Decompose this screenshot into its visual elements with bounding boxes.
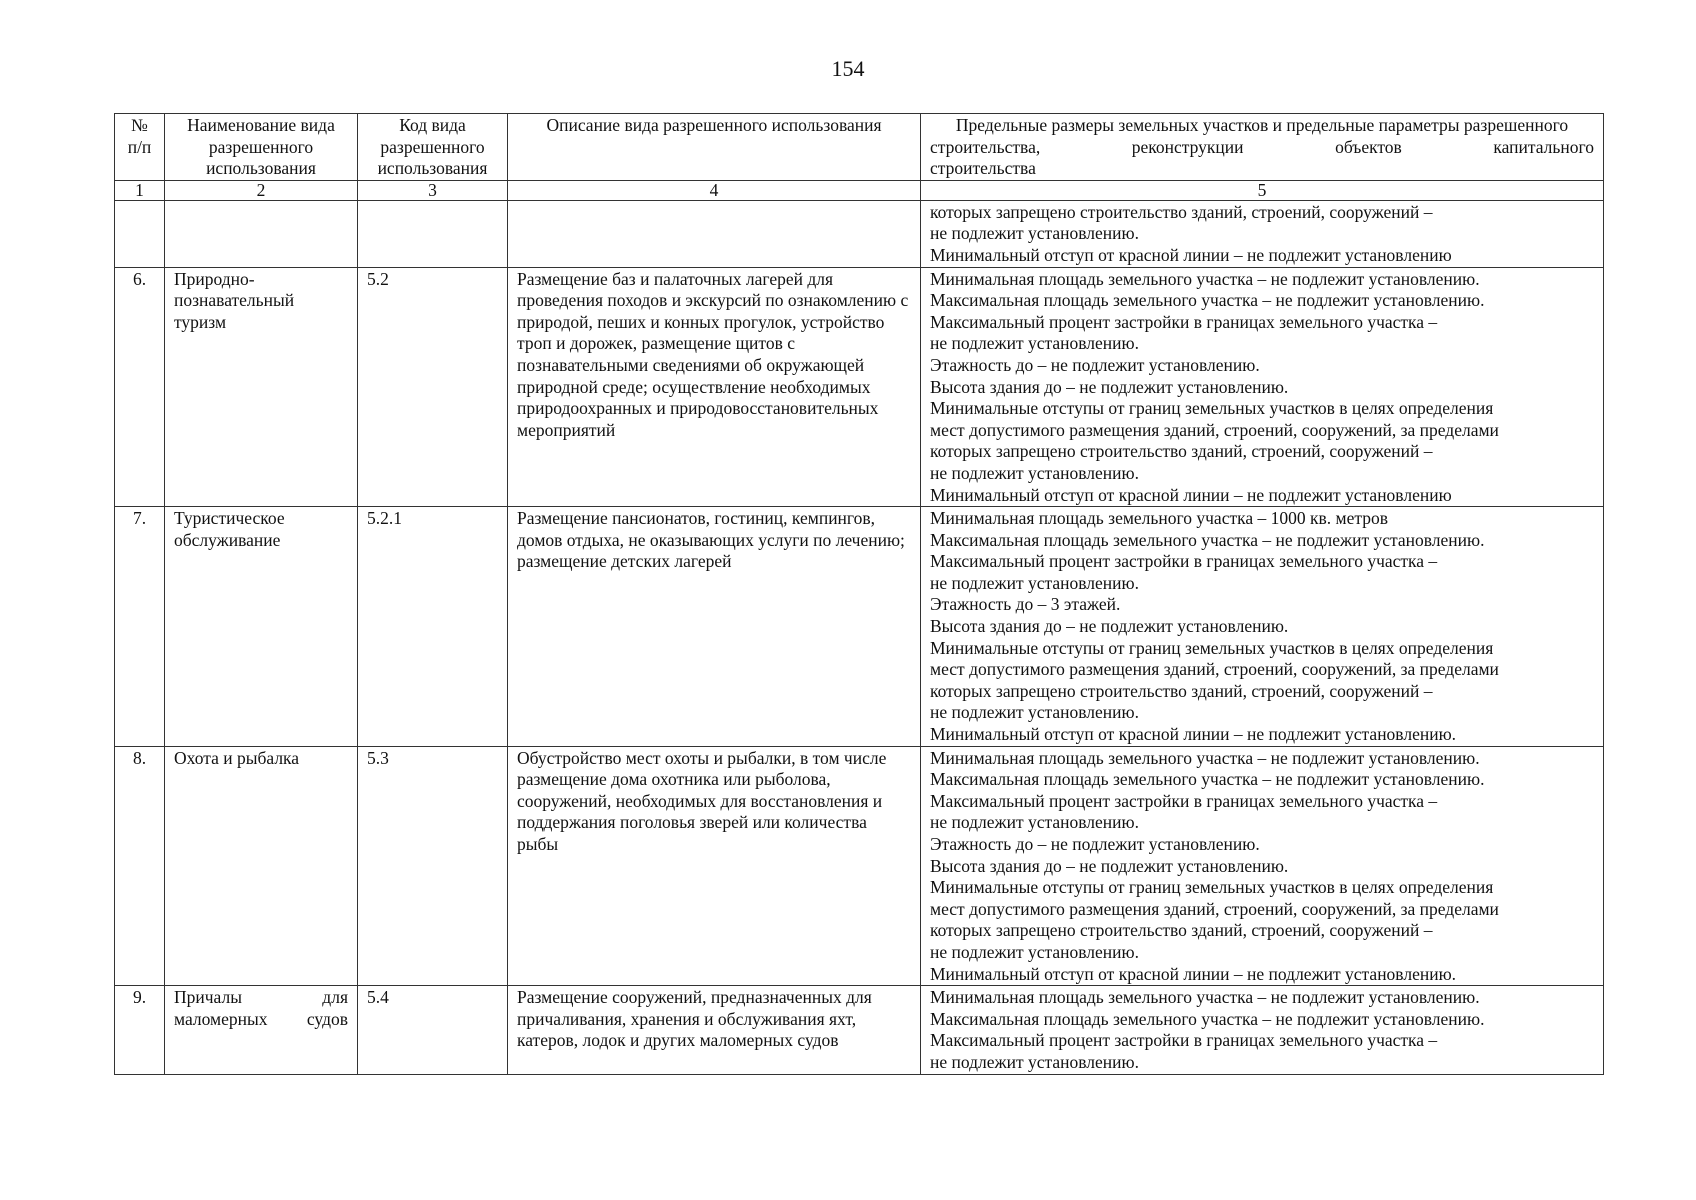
param-line: Максимальный процент застройки в границах земельного участка – (930, 1030, 1438, 1051)
column-number: 5 (921, 180, 1604, 200)
param-line: которых запрещено строительство зданий, строений, сооружений – (930, 920, 1433, 941)
params-cell (921, 200, 1604, 267)
name-cell: Причалы для маломерных судов (165, 986, 358, 1074)
param-line: Максимальный процент застройки в границах земельного участка – (930, 790, 1438, 811)
param-line: которых запрещено строительство зданий, строений, сооружений – (930, 441, 1433, 462)
code-cell: 5.2.1 (358, 507, 508, 747)
header-params (921, 114, 1604, 181)
param-line: не подлежит установлению. (930, 1051, 1139, 1072)
param-line: Минимальный отступ от красной линии – не подлежит установлению (930, 484, 1452, 505)
param-line: не подлежит установлению. (930, 333, 1139, 354)
table-row (115, 507, 1604, 747)
table-row (115, 986, 1604, 1074)
params-cell (921, 746, 1604, 986)
page-number: 154 (831, 56, 865, 81)
param-line: Высота здания до – не подлежит установлению. (930, 855, 1289, 876)
param-line: Этажность до – 3 этажей. (930, 594, 1121, 615)
num-cell: 9. (115, 986, 165, 1074)
description-cell: Обустройство мест охоты и рыбалки, в том числе размещение дома охотника или рыболова, сооружений, необходимых для восстановления и поддержания поголовья зверей или количества рыбы (508, 746, 921, 986)
params-cell (921, 507, 1604, 747)
param-line: Минимальная площадь земельного участка – 1000 кв. метров (930, 508, 1388, 529)
param-line: Максимальный процент застройки в границах земельного участка – (930, 551, 1438, 572)
header-params-line2: разрешенного строительства, реконструкции объектов капитального (930, 115, 1594, 157)
code-cell (358, 200, 508, 267)
param-line: Максимальная площадь земельного участка – не подлежит установлению. (930, 529, 1485, 550)
param-line: не подлежит установлению. (930, 941, 1139, 962)
num-cell: 6. (115, 267, 165, 507)
param-line: Минимальный отступ от красной линии – не подлежит установлению. (930, 963, 1457, 984)
header-params-line1: Предельные размеры земельных участков и предельные параметры (955, 115, 1460, 135)
param-line: Минимальная площадь земельного участка – не подлежит установлению. (930, 268, 1480, 289)
param-line: мест допустимого размещения зданий, строений, сооружений, за пределами (930, 659, 1499, 680)
description-cell: Размещение баз и палаточных лагерей для проведения походов и экскурсий по ознакомлению с природой, пеших и конных прогулок, устройство троп и дорожек, размещение щитов с познавательными сведениями об окружающей природной среде; осуществление необходимых природоохранных и природовосстановительных мероприятий (508, 267, 921, 507)
param-line: не подлежит установлению. (930, 572, 1139, 593)
params-cell (921, 267, 1604, 507)
param-line: Максимальная площадь земельного участка – не подлежит установлению. (930, 290, 1485, 311)
column-number: 4 (508, 180, 921, 200)
param-line: Минимальные отступы от границ земельных участков в целях определения (930, 877, 1494, 898)
name-cell: Туристическое обслуживание (165, 507, 358, 747)
num-cell (115, 200, 165, 267)
param-line: Максимальный процент застройки в границах земельного участка – (930, 311, 1438, 332)
header-name: Наименование вида разрешенного использования (165, 114, 358, 181)
param-line: Высота здания до – не подлежит установлению. (930, 376, 1289, 397)
param-line: мест допустимого размещения зданий, строений, сооружений, за пределами (930, 419, 1499, 440)
num-cell: 7. (115, 507, 165, 747)
param-line: Минимальный отступ от красной линии – не подлежит установлению. (930, 724, 1457, 745)
table-row-continuation (115, 200, 1604, 267)
param-line: которых запрещено строительство зданий, строений, сооружений – (930, 680, 1433, 701)
header-params-line3: строительства (930, 158, 1036, 179)
column-number: 3 (358, 180, 508, 200)
column-number: 1 (115, 180, 165, 200)
description-cell: Размещение сооружений, предназначенных для причаливания, хранения и обслуживания яхт, катеров, лодок и других маломерных судов (508, 986, 921, 1074)
name-cell: Охота и рыбалка (165, 746, 358, 986)
table-row (115, 746, 1604, 986)
params-cell (921, 986, 1604, 1074)
name-cell (165, 200, 358, 267)
param-line: не подлежит установлению. (930, 702, 1139, 723)
param-line: не подлежит установлению. (930, 812, 1139, 833)
param-line: Этажность до – не подлежит установлению. (930, 354, 1260, 375)
param-line: Минимальная площадь земельного участка – не подлежит установлению. (930, 987, 1480, 1008)
header-num: № п/п (115, 114, 165, 181)
table-row (115, 267, 1604, 507)
param-line: не подлежит установлению. (930, 462, 1139, 483)
param-line: Высота здания до – не подлежит установлению. (930, 616, 1289, 637)
header-row (115, 114, 1604, 181)
description-cell (508, 200, 921, 267)
param-line: Минимальная площадь земельного участка – не подлежит установлению. (930, 747, 1480, 768)
column-number-row (115, 180, 1604, 200)
code-cell: 5.3 (358, 746, 508, 986)
param-line: Этажность до – не подлежит установлению. (930, 834, 1260, 854)
description-cell: Размещение пансионатов, гостиниц, кемпингов, домов отдыха, не оказывающих услуги по лечению; размещение детских лагерей (508, 507, 921, 747)
column-number: 2 (165, 180, 358, 200)
land-use-table (114, 113, 1604, 1075)
param-line: Максимальная площадь земельного участка – не подлежит установлению. (930, 1008, 1485, 1029)
param-line: Минимальные отступы от границ земельных участков в целях определения (930, 398, 1494, 419)
header-code: Код вида разрешенного использования (358, 114, 508, 181)
header-description: Описание вида разрешенного использования (508, 114, 921, 181)
name-cell: Природно-познавательный туризм (165, 267, 358, 507)
param-line: которых запрещено строительство зданий, строений, сооружений – (930, 201, 1433, 222)
code-cell: 5.4 (358, 986, 508, 1074)
code-cell: 5.2 (358, 267, 508, 507)
param-line: Максимальная площадь земельного участка – не подлежит установлению. (930, 769, 1485, 790)
param-line: Минимальный отступ от красной линии – не подлежит установлению (930, 244, 1452, 265)
param-line: Минимальные отступы от границ земельных участков в целях определения (930, 637, 1494, 658)
num-cell: 8. (115, 746, 165, 986)
param-line: не подлежит установлению. (930, 223, 1139, 244)
param-line: мест допустимого размещения зданий, строений, сооружений, за пределами (930, 898, 1499, 919)
